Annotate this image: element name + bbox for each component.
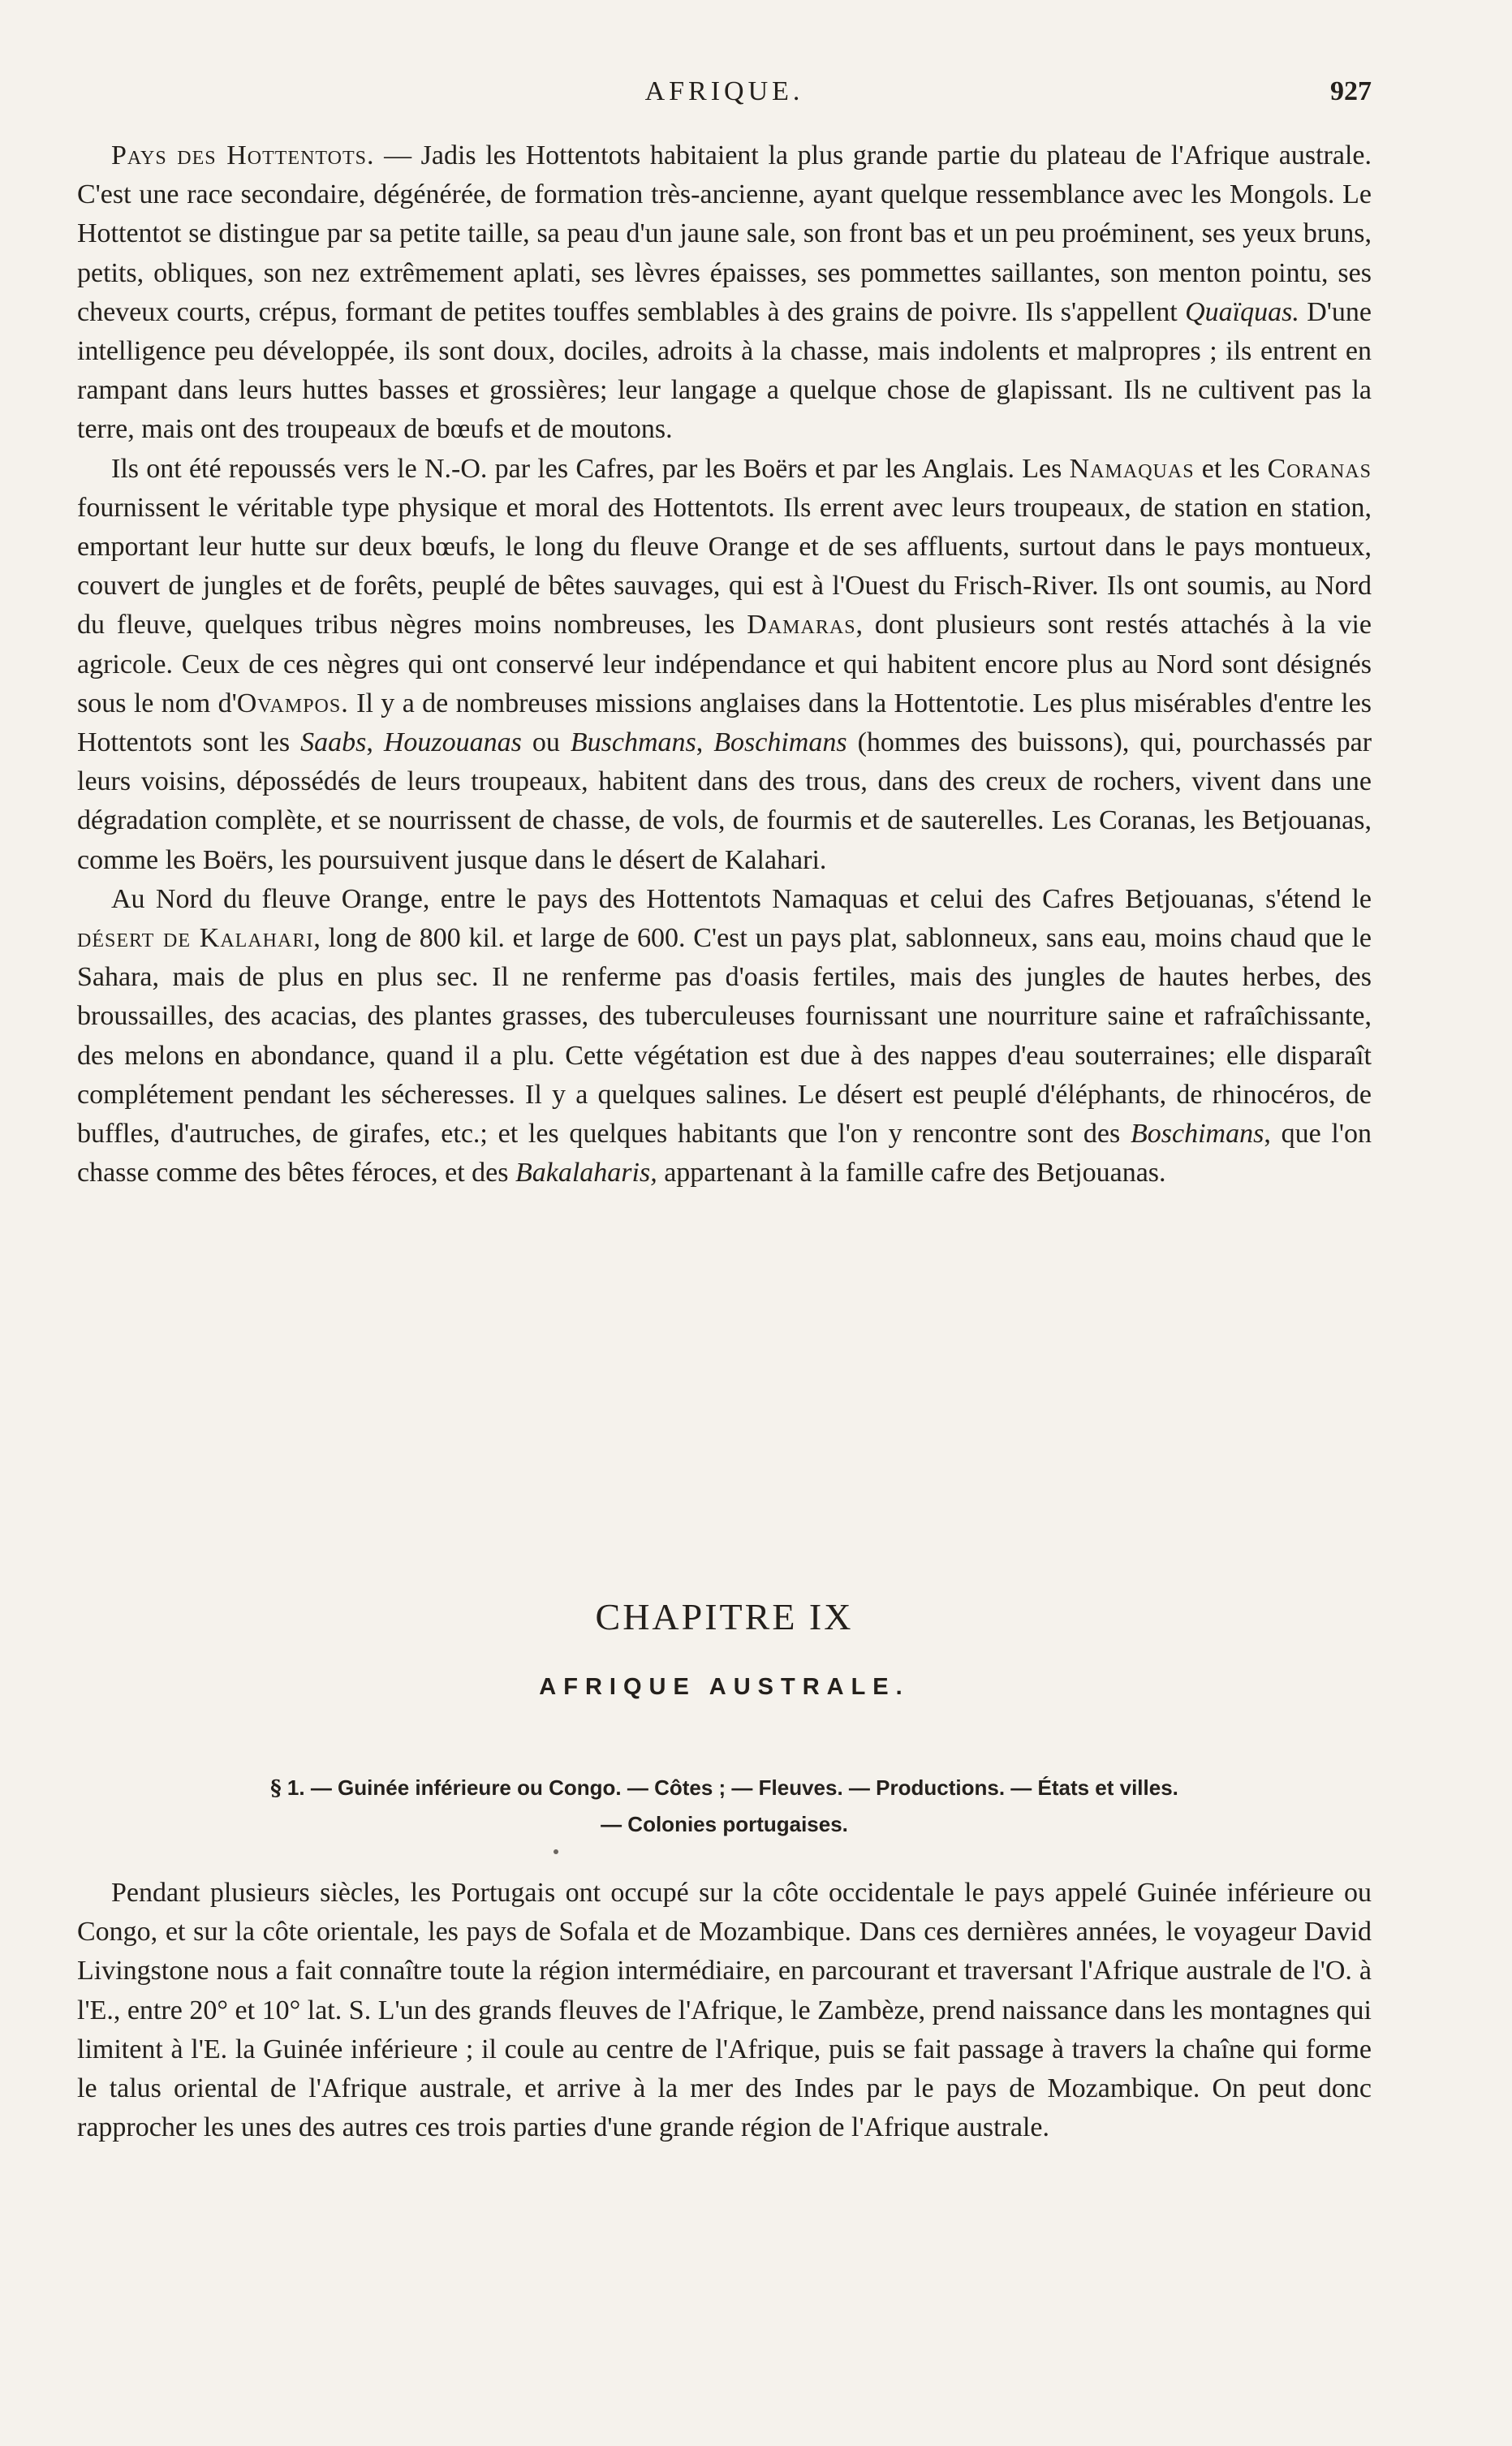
section-text xyxy=(77,1874,1372,2147)
text-run: et les xyxy=(1194,453,1268,484)
section-heading xyxy=(77,1770,1372,1842)
text-run: D'une intelligence peu développée, ils sont doux, dociles, adroits à la chasse, mais indolents et malpropres ; ils entrent en rampant dans leurs huttes basses et grossières; leur langage a quelque chose de glapissant. Ils ne cultivent pas la terre, mais ont des troupeaux de bœufs et de moutons. xyxy=(77,296,1372,445)
text-run: ou xyxy=(521,727,571,758)
chapter-subtitle: AFRIQUE AUSTRALE. xyxy=(539,1674,910,1700)
italic-term: Boschimans xyxy=(713,727,847,758)
italic-term: Boschimans xyxy=(1131,1119,1264,1150)
paragraph-congo: Pendant plusieurs siècles, les Portugais ont occupé sur la côte occidentale le pays appelé Guinée inférieure ou Congo, et sur la côte orientale, les pays de Sofala et de Mozambique. Dans ces dernières années, le voyageur David Livingstone nous a fait connaître toute la région intermédiaire, en parcourant et traversant l'Afrique australe de l'O. à l'E., entre 20° et 10° lat. S. L'un des grands fleuves de l'Afrique, le Zambèze, prend naissance dans les montagnes qui limitent à l'E. la Guinée inférieure ; il coule au centre de l'Afrique, puis se fait passage à travers la chaîne qui forme le talus oriental de l'Afrique australe, et arrive à la mer des Indes par le pays de Mozambique. On peut donc rapprocher les unes des autres ces trois parties d'une grande région de l'Afrique australe. xyxy=(77,1878,1372,2143)
text-run: , long de 800 kil. et large de 600. C'est un pays plat, sablonneux, sans eau, moins chaud que le Sahara, mais de plus en plus sec. Il ne renferme pas d'oasis fertiles, mais des jungles de hautes herbes, des broussailles, des acacias, des plantes grasses, des tuberculeuses fournissant une nourriture saine et rafraîchissante, des melons en abondance, quand il a plu. Cette végétation est due à des nappes d'eau souterraines; elle disparaît complétement pendant les sécheresses. Il y a quelques salines. Le désert est peuplé d'éléphants, de rhinocéros, de buffles, d'autruches, de girafes, etc.; et les quelques habitants que l'on y rencontre sont des xyxy=(77,923,1372,1150)
paragraph-hottentots xyxy=(77,136,1372,450)
text-run: , xyxy=(366,727,384,758)
paragraph-tribes xyxy=(77,450,1372,880)
text-run: appartenant à la famille cafre des Betjouanas. xyxy=(657,1158,1166,1188)
italic-term: Saabs xyxy=(300,727,367,758)
italic-term: Houzouanas xyxy=(383,727,522,758)
page-number: 927 xyxy=(1330,76,1372,106)
smallcaps-term: désert de Kalahari xyxy=(77,923,314,954)
italic-term: Bakalaharis, xyxy=(515,1158,657,1188)
italic-term: Buschmans xyxy=(570,727,696,758)
chapter-title: CHAPITRE IX xyxy=(595,1596,854,1637)
text-run: — Jadis les Hottentots habitaient la plus grande partie du plateau de l'Afrique australe. C'est une race secondaire, dégénérée, de formation très-ancienne, ayant quelque ressemblance avec les Mongols. Le Hottentot se distingue par sa petite taille, sa peau d'un jaune sale, son front bas et un peu proéminent, ses yeux bruns, petits, obliques, son nez extrêmement aplati, ses lèvres épaisses, ses pommettes saillantes, son menton pointu, ses cheveux courts, crépus, formant de petites touffes semblables à des grains de poivre. Ils s'appellent xyxy=(77,140,1372,327)
running-head xyxy=(77,71,1372,117)
running-title: AFRIQUE. xyxy=(644,76,804,106)
section-heading-text: 1. — Guinée inférieure ou Congo. — Côtes ; — Fleuves. — Productions. — États et villes. xyxy=(286,1775,1178,1800)
text-run: fournissent le véritable type physique et moral des Hottentots. Ils errent avec leurs troupeaux, de station en station, emportant leur hutte sur deux bœufs, le long du fleuve Orange et de ses affluents, surtout dans le pays montueux, couvert de jungles et de forêts, peuplé de bêtes sauvages, qui est à l'Ouest du Frisch-River. Ils ont soumis, au Nord du fleuve, quelques tribus nègres moins nombreuses, les xyxy=(77,492,1372,641)
smallcaps-term: Ovampos. xyxy=(236,688,349,718)
paragraph-kalahari xyxy=(77,880,1372,1193)
section-lead: Pays des Hottentots. xyxy=(111,140,375,170)
text-run: , xyxy=(696,727,714,758)
section-heading-line1 xyxy=(77,1770,1372,1806)
italic-term: Quaïquas. xyxy=(1185,296,1299,327)
text-run: Au Nord du fleuve Orange, entre le pays des Hottentots Namaquas et celui des Cafres Betjouanas, s'étend le xyxy=(111,883,1372,914)
smallcaps-term: Namaquas xyxy=(1069,453,1195,484)
section-heading-line2: — Colonies portugaises. xyxy=(601,1812,848,1836)
text-run: , dont plusieurs sont restés attachés à la vie agricole. Ceux de ces nègres qui ont conservé leur indépendance et qui habitent encore plus au Nord sont désignés sous le nom d' xyxy=(77,610,1372,718)
section-symbol: § xyxy=(270,1776,282,1801)
smallcaps-term: Damaras xyxy=(747,610,856,641)
text-run: , que l'on chasse comme des bêtes féroces, et des xyxy=(77,1119,1372,1188)
text-run: Ils ont été repoussés vers le N.-O. par les Cafres, par les Boërs et par les Anglais. Les xyxy=(111,453,1070,484)
text-run: (hommes des buissons), qui, pourchassés par leurs voisins, dépossédés de leurs troupeaux, habitent dans des trous, dans des creux de rochers, vivent dans une dégradation complète, et se nourrissent de chasse, de vols, de fourmis et de sauterelles. Les Coranas, les Betjouanas, comme les Boërs, les poursuivent jusque dans le désert de Kalahari. xyxy=(77,727,1372,875)
text-run: Il y a de nombreuses missions anglaises dans la Hottentotie. Les plus misérables d'entre les Hottentots sont les xyxy=(77,688,1372,758)
printer-dot-mark xyxy=(554,1849,558,1854)
body-text xyxy=(77,136,1372,1193)
smallcaps-term: Coranas xyxy=(1267,453,1372,484)
